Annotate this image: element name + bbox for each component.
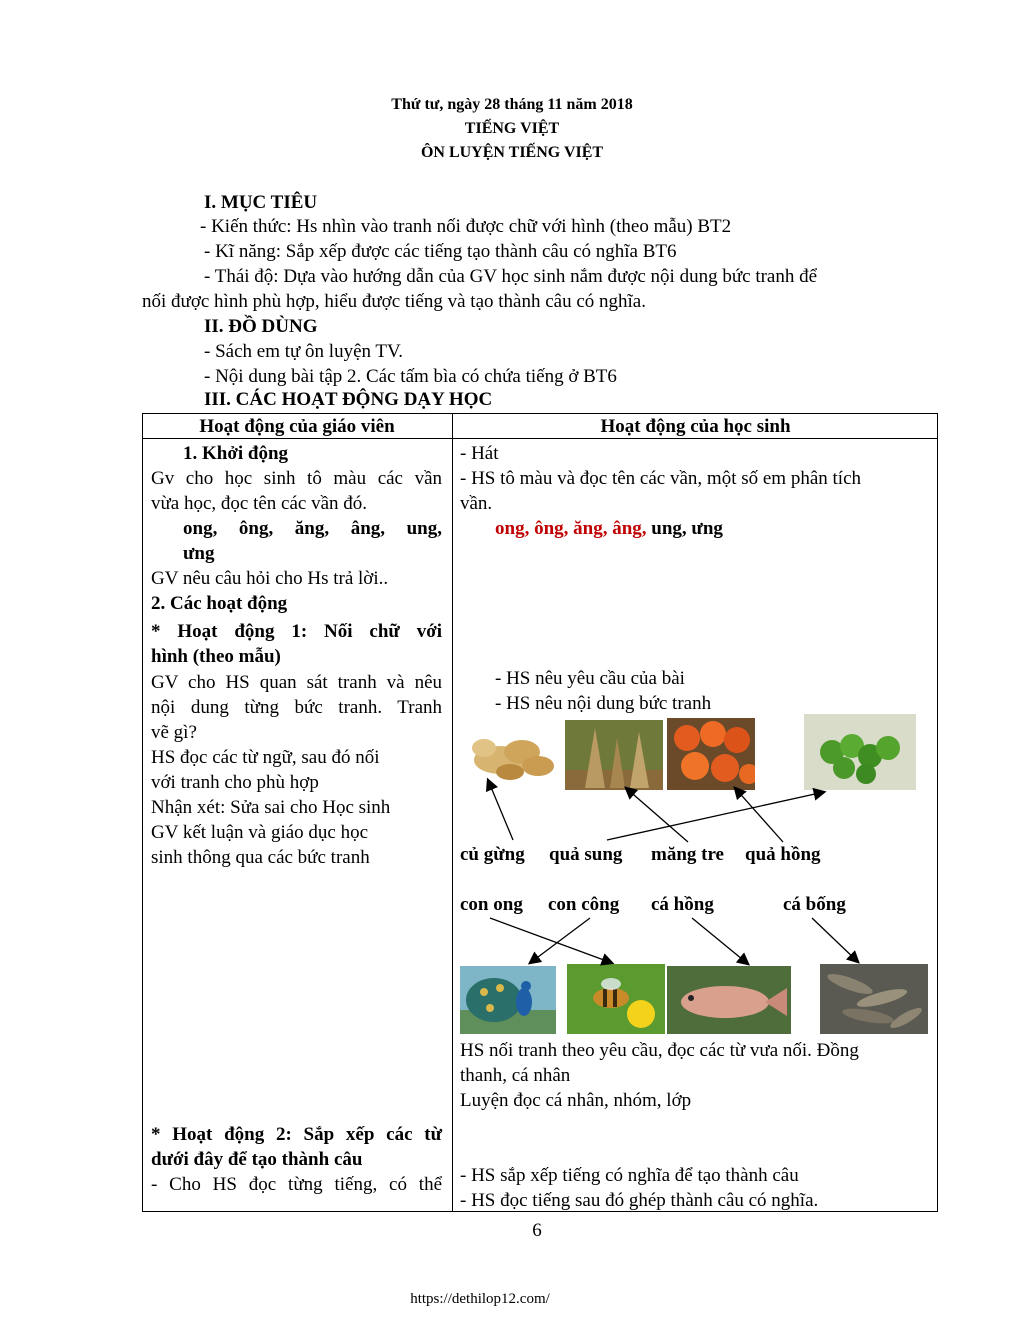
materials-heading: II. ĐỒ DÙNG	[204, 316, 318, 337]
word-bee: con ong	[460, 894, 523, 915]
word-persimmon: quả hồng	[745, 844, 821, 865]
student-text: Luyện đọc cá nhân, nhóm, lớp	[460, 1090, 692, 1111]
footer-url[interactable]: https://dethilop12.com/	[410, 1291, 550, 1307]
rhymes-red: ong, ông, ăng, âng,	[495, 518, 647, 539]
activities-heading: III. CÁC HOẠT ĐỘNG DẠY HỌC	[204, 389, 493, 410]
warmup-heading: 1. Khởi động	[183, 443, 289, 464]
activity-2-heading: * Hoạt động 2: Sắp xếp các từ	[151, 1124, 442, 1145]
student-text: - HS tô màu và đọc tên các vần, một số em phân tích	[460, 468, 862, 489]
student-text: - HS sắp xếp tiếng có nghĩa để tạo thành câu	[460, 1165, 799, 1186]
activity-2-heading: dưới đây để tạo thành câu	[151, 1149, 363, 1170]
teacher-text: sinh thông qua các bức tranh	[151, 847, 370, 868]
goby-fish-picture	[820, 964, 928, 1034]
lesson-title: ÔN LUYỆN TIẾNG VIỆT	[420, 144, 604, 161]
student-text: - HS nêu nội dung bức tranh	[495, 693, 712, 714]
lesson-date: Thứ tư, ngày 28 tháng 11 năm 2018	[391, 96, 633, 113]
objective-attitude-line1: - Thái độ: Dựa vào hướng dẫn của GV học sinh nắm được nội dung bức tranh để	[204, 266, 818, 287]
peacock-picture	[460, 966, 556, 1034]
material-item-1: - Sách em tự ôn luyện TV.	[204, 341, 404, 362]
teacher-text: Gv cho học sinh tô màu các vần	[151, 468, 442, 489]
student-text: vần.	[460, 493, 493, 514]
word-bamboo-shoot: măng tre	[651, 844, 724, 865]
teacher-text: nội dung từng bức tranh. Tranh	[151, 697, 442, 718]
student-text: - HS đọc tiếng sau đó ghép thành câu có nghĩa.	[460, 1190, 819, 1211]
student-text: - Hát	[460, 443, 499, 464]
student-text: - HS nêu yêu cầu của bài	[495, 668, 685, 689]
material-item-2: - Nội dung bài tập 2. Các tấm bìa có chứa tiếng ở BT6	[204, 366, 617, 387]
student-text: HS nối tranh theo yêu cầu, đọc các từ vưa nối. Đồng	[460, 1040, 859, 1061]
objective-knowledge: - Kiến thức: Hs nhìn vào tranh nối được chữ với hình (theo mẫu) BT2	[200, 216, 732, 237]
green-fig-picture	[804, 714, 916, 790]
col-header-student: Hoạt động của học sinh	[600, 416, 791, 437]
col-header-teacher: Hoạt động của giáo viên	[199, 416, 395, 437]
word-red-fish: cá hồng	[651, 894, 714, 915]
word-peacock: con công	[548, 894, 620, 915]
teacher-text: - Cho HS đọc từng tiếng, có thể	[151, 1174, 442, 1195]
red-fish-picture	[667, 966, 791, 1034]
teacher-text: với tranh cho phù hợp	[151, 772, 319, 793]
teacher-text: vừa học, đọc tên các vần đó.	[151, 493, 368, 514]
word-fig: quả sung	[549, 844, 623, 865]
activity-1-heading: * Hoạt động 1: Nối chữ với	[151, 621, 442, 642]
persimmon-picture	[667, 718, 755, 790]
objective-attitude-line2: nối được hình phù hợp, hiểu được tiếng và tạo thành câu có nghĩa.	[142, 291, 646, 312]
teacher-rhymes: ưng	[183, 543, 215, 564]
teacher-rhymes: ong, ông, ăng, âng, ung,	[183, 518, 442, 539]
ginger-picture	[460, 722, 562, 790]
activity-1-heading: hình (theo mẫu)	[151, 646, 281, 667]
teacher-text: GV nêu câu hỏi cho Hs trả lời..	[151, 568, 389, 589]
word-ginger: củ gừng	[460, 844, 525, 865]
objectives-heading: I. MỤC TIÊU	[204, 192, 318, 213]
student-rhymes	[495, 516, 723, 541]
teacher-text: vẽ gì?	[151, 722, 197, 743]
activities-subheading: 2. Các hoạt động	[151, 593, 288, 614]
page-number: 6	[532, 1220, 542, 1241]
bamboo-shoot-picture	[565, 720, 663, 790]
word-goby-fish: cá bống	[783, 894, 846, 915]
teacher-text: HS đọc các từ ngữ, sau đó nối	[151, 747, 380, 768]
teacher-text: GV cho HS quan sát tranh và nêu	[151, 672, 442, 693]
student-text: thanh, cá nhân	[460, 1065, 571, 1086]
subject-title: TIẾNG VIỆT	[464, 120, 560, 137]
teacher-text: Nhận xét: Sửa sai cho Học sinh	[151, 797, 391, 818]
rhymes-black: ung, ưng	[646, 518, 723, 539]
objective-skill: - Kĩ năng: Sắp xếp được các tiếng tạo thành câu có nghĩa BT6	[204, 241, 677, 262]
table-column-divider	[452, 413, 453, 1212]
bee-picture	[567, 964, 665, 1034]
teacher-text: GV kết luận và giáo dục học	[151, 822, 369, 843]
